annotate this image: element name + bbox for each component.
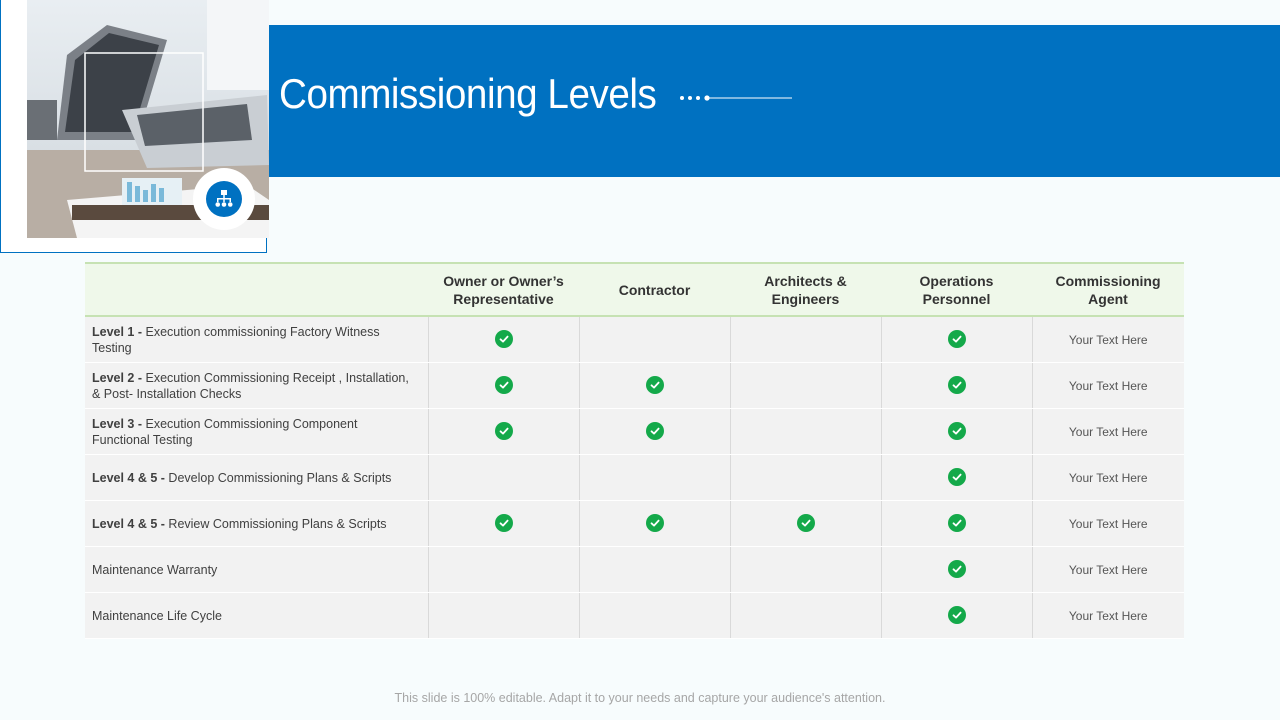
column-header: Owner or Owner’s Representative <box>428 263 579 316</box>
level-description: Execution commissioning Factory Witness Testing <box>92 324 380 355</box>
level-prefix: Level 4 & 5 - <box>92 516 165 531</box>
check-cell <box>579 316 730 363</box>
column-header: Operations Personnel <box>881 263 1032 316</box>
row-label <box>85 547 428 593</box>
checkmark-icon <box>495 422 513 440</box>
level-description: Execution Commissioning Receipt , Installation, & Post- Installation Checks <box>92 370 409 401</box>
check-cell <box>730 316 881 363</box>
title-decoration <box>680 92 800 104</box>
check-cell <box>730 547 881 593</box>
checkmark-icon <box>495 330 513 348</box>
agent-note: Your Text Here <box>1032 455 1184 501</box>
check-cell <box>428 316 579 363</box>
level-prefix: Level 4 & 5 - <box>92 470 165 485</box>
table-row <box>85 363 1184 409</box>
check-cell <box>730 363 881 409</box>
check-cell <box>579 363 730 409</box>
row-label <box>85 501 428 547</box>
level-description: Develop Commissioning Plans & Scripts <box>164 470 392 485</box>
check-cell <box>881 409 1032 455</box>
check-cell <box>428 455 579 501</box>
footer-note: This slide is 100% editable. Adapt it to your needs and capture your audience's attention. <box>394 691 886 705</box>
check-cell <box>881 363 1032 409</box>
check-cell <box>428 409 579 455</box>
table-row <box>85 501 1184 547</box>
commissioning-levels-table <box>85 262 1184 639</box>
check-cell <box>579 409 730 455</box>
column-header: Commissioning Agent <box>1032 263 1184 316</box>
column-header: Contractor <box>579 263 730 316</box>
check-cell <box>579 455 730 501</box>
agent-note: Your Text Here <box>1032 409 1184 455</box>
check-cell <box>730 409 881 455</box>
checkmark-icon <box>948 606 966 624</box>
table-row <box>85 316 1184 363</box>
check-cell <box>428 501 579 547</box>
hierarchy-icon <box>214 189 234 209</box>
row-label <box>85 455 428 501</box>
agent-note: Your Text Here <box>1032 547 1184 593</box>
row-label <box>85 409 428 455</box>
level-prefix: Level 2 - <box>92 370 143 385</box>
agent-note: Your Text Here <box>1032 593 1184 639</box>
row-label <box>85 593 428 639</box>
agent-note: Your Text Here <box>1032 363 1184 409</box>
level-prefix: Level 3 - <box>92 416 143 431</box>
level-description: Maintenance Warranty <box>92 562 218 577</box>
check-cell <box>428 363 579 409</box>
checkmark-icon <box>948 468 966 486</box>
checkmark-icon <box>948 514 966 532</box>
checkmark-icon <box>948 376 966 394</box>
checkmark-icon <box>495 376 513 394</box>
column-header: Architects & Engineers <box>730 263 881 316</box>
check-cell <box>579 501 730 547</box>
check-cell <box>881 547 1032 593</box>
check-cell <box>881 316 1032 363</box>
column-header <box>85 263 428 316</box>
checkmark-icon <box>948 330 966 348</box>
level-description: Maintenance Life Cycle <box>92 608 222 623</box>
page-title: Commissioning Levels <box>279 70 657 117</box>
checkmark-icon <box>797 514 815 532</box>
agent-note: Your Text Here <box>1032 501 1184 547</box>
agent-note: Your Text Here <box>1032 316 1184 363</box>
row-label <box>85 316 428 363</box>
table-row <box>85 455 1184 501</box>
table-row <box>85 593 1184 639</box>
table-row <box>85 409 1184 455</box>
check-cell <box>881 455 1032 501</box>
table-row <box>85 547 1184 593</box>
level-description: Execution Commissioning Component Functional Testing <box>92 416 358 447</box>
check-cell <box>579 593 730 639</box>
table-header-row <box>85 263 1184 316</box>
check-cell <box>730 501 881 547</box>
checkmark-icon <box>646 514 664 532</box>
checkmark-icon <box>948 422 966 440</box>
check-cell <box>881 593 1032 639</box>
check-cell <box>428 547 579 593</box>
check-cell <box>881 501 1032 547</box>
checkmark-icon <box>948 560 966 578</box>
hierarchy-icon-badge <box>193 168 255 230</box>
level-description: Review Commissioning Plans & Scripts <box>164 516 387 531</box>
row-label <box>85 363 428 409</box>
check-cell <box>579 547 730 593</box>
level-prefix: Level 1 - <box>92 324 143 339</box>
check-cell <box>730 455 881 501</box>
checkmark-icon <box>495 514 513 532</box>
checkmark-icon <box>646 422 664 440</box>
check-cell <box>730 593 881 639</box>
check-cell <box>428 593 579 639</box>
checkmark-icon <box>646 376 664 394</box>
